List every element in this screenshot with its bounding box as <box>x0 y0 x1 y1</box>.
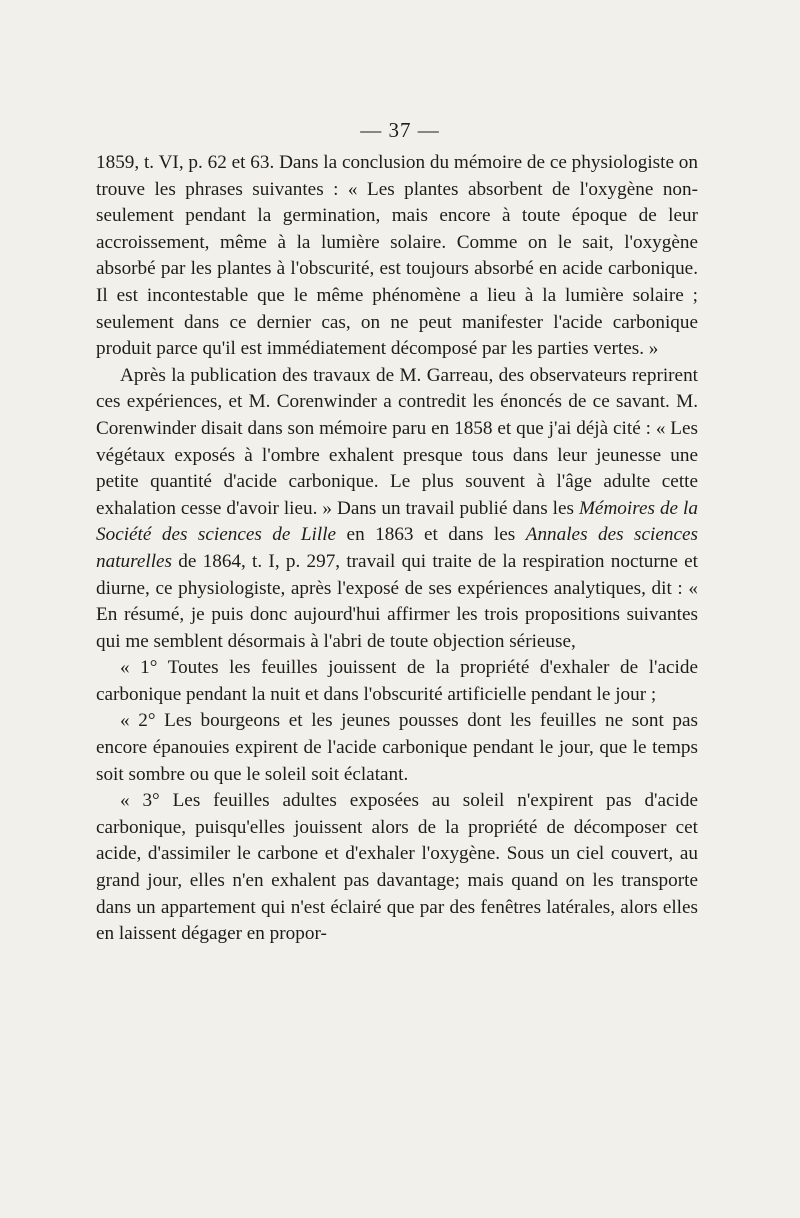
paragraph <box>96 150 698 363</box>
text-segment: de 1864, t. I, p. 297, travail qui traite de la respiration nocturne et diurne, ce physiologiste, après l'exposé de ses expériences analytiques, dit : « En résumé, je puis donc aujourd'hui affirmer les trois propositions suivantes qui me semblent désormais à l'abri de toute objection sérieuse, <box>96 550 698 652</box>
text-segment: « 2° Les bourgeons et les jeunes pousses dont les feuilles ne sont pas encore épanouies expirent de l'acide carbonique pendant le jour, que le temps soit sombre ou que le soleil soit éclatant. <box>96 710 698 785</box>
paragraph <box>96 708 698 788</box>
italic-title: Mémoires de la Société des sciences de Lille <box>96 497 698 546</box>
body-text <box>96 150 698 948</box>
text-segment: 1859, t. VI, p. 62 et 63. Dans la conclusion du mémoire de ce physiologiste on trouve les phrases suivantes : « Les plantes absorbent de l'oxygène non-seulement pendant la germination, mais encore à toute époque de leur accroissement, même à la lumière solaire. Comme on le sait, l'oxygène absorbé par les plantes à l'obscurité, est toujours absorbé en acide carbonique. Il est incontestable que le même phénomène a lieu à la lumière solaire ; seulement dans ce dernier cas, on ne peut manifester l'acide carbonique produit parce qu'il est immédiatement décomposé par les parties vertes. » <box>96 152 698 360</box>
text-segment: « 3° Les feuilles adultes exposées au soleil n'expirent pas d'acide carbonique, puisqu'elles jouissent alors de la propriété de décomposer cet acide, d'assimiler le carbone et d'exhaler l'oxygène. Sous un ciel couvert, au grand jour, elles n'en exhalent pas davantage; mais quand on les transporte dans un appartement qui n'est éclairé que par des fenêtres latérales, alors elles en laissent dégager en propor- <box>96 790 698 945</box>
paragraph <box>96 655 698 708</box>
paragraph <box>96 788 698 948</box>
text-segment: « 1° Toutes les feuilles jouissent de la propriété d'exhaler de l'acide carbonique pendant la nuit et dans l'obscurité artificielle pendant le jour ; <box>96 657 698 705</box>
page-number: — 37 — <box>360 118 440 142</box>
paragraph <box>96 363 698 656</box>
text-segment: Après la publication des travaux de M. Garreau, des observateurs reprirent ces expériences, et M. Corenwinder a contredit les énoncés de ce savant. M. Corenwinder disait dans son mémoire paru en 1858 et que j'ai déjà cité : « Les végétaux exposés à l'ombre exhalent presque tous dans leur jeunesse une petite quantité d'acide carbonique. Le plus souvent à l'âge adulte cette exhalation cesse d'avoir lieu. » Dans un travail publié dans les <box>96 364 698 519</box>
italic-title: Annales des sciences naturelles <box>96 524 698 572</box>
text-segment: en 1863 et dans les <box>336 524 526 546</box>
